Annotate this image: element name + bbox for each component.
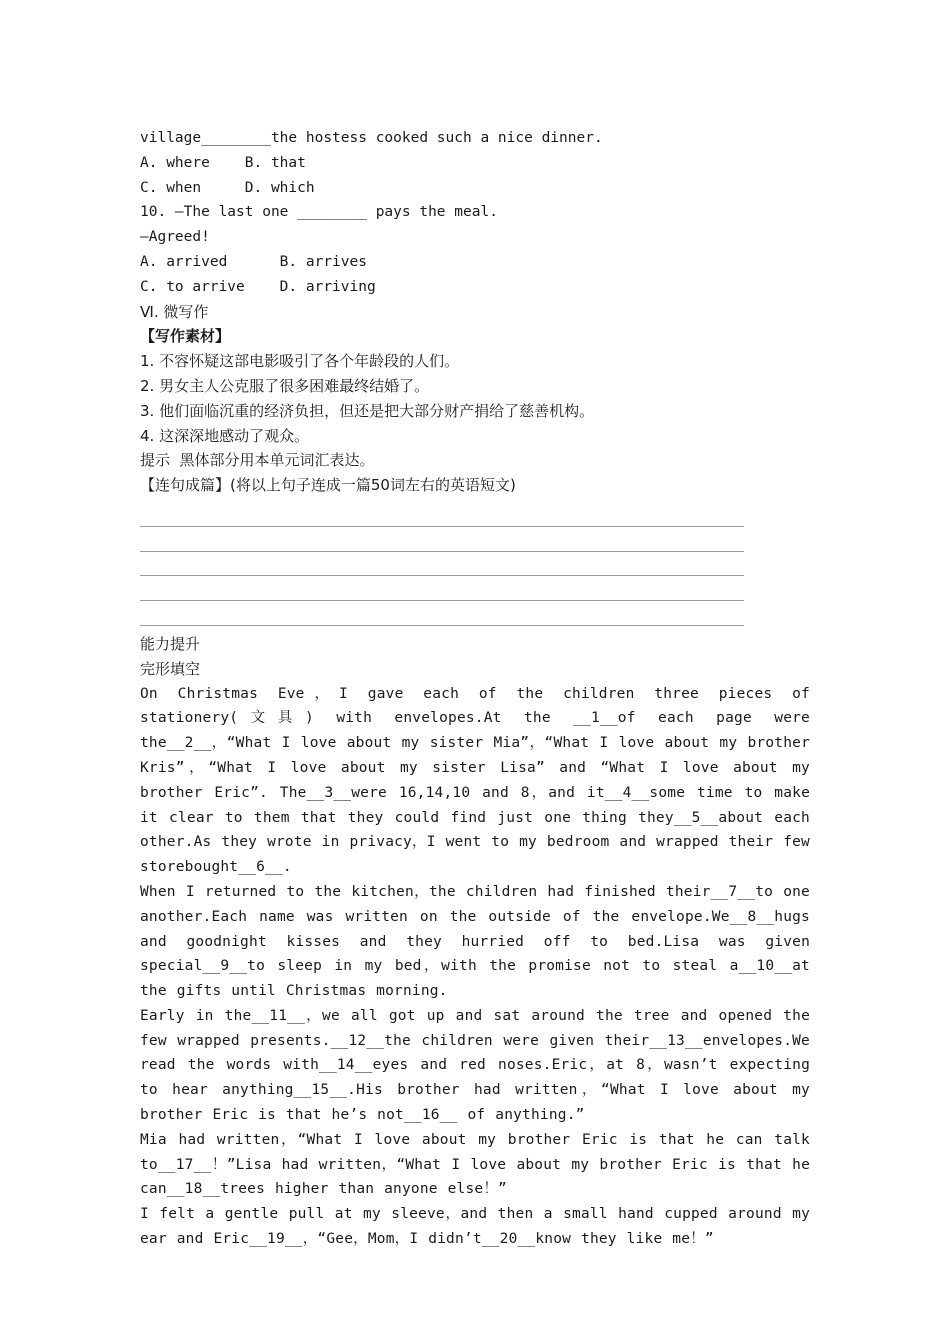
- material-sentence-1: 1. 不容怀疑这部电影吸引了各个年龄段的人们。: [140, 352, 460, 371]
- q10-stem: 10. —The last one ________ pays the meal.: [140, 204, 498, 221]
- answer-line[interactable]: [140, 527, 744, 552]
- material-sentence-3: 3. 他们面临沉重的经济负担，但还是把大部分财产捐给了慈善机构。: [140, 401, 595, 420]
- answer-line[interactable]: [140, 552, 744, 577]
- answer-line[interactable]: [140, 576, 744, 601]
- q10-options-row-1: A. arrived B. arrives: [140, 253, 367, 270]
- section6-title: Ⅵ. 微写作: [140, 302, 209, 321]
- answer-line[interactable]: [140, 601, 744, 626]
- cloze-paragraph-3: Early in the__11__，we all got up and sat around the tree and opened the few wrapped presents.__12__the children were given their__13__envelopes.We read the words with__14__eyes and red noses.Eric，at 8，wasn’t expecting to hear anything__15__.His brother had written，“What I love about my brother Eric is that he’s not__16__ of anything.”: [140, 1007, 810, 1124]
- document-page: [140, 126, 810, 1252]
- material-sentence-4: 4. 这深深地感动了观众。: [140, 426, 310, 445]
- cloze-paragraph-4: Mia had written，“What I love about my brother Eric is that he can talk to__17__！”Lisa had written，“What I love about my brother Eric is that he can__18__trees higher than anyone else！”: [140, 1131, 810, 1198]
- q10-options-row-2: C. to arrive D. arriving: [140, 278, 376, 295]
- answer-line[interactable]: [140, 502, 744, 527]
- q9-stem-tail: village________the hostess cooked such a nice dinner.: [140, 130, 603, 146]
- q10-reply: —Agreed!: [140, 229, 210, 246]
- ability-title: 能力提升: [140, 634, 201, 653]
- cloze-paragraph-2: When I returned to the kitchen，the children had finished their__7__to one another.Each name was written on the outside of the envelope.We__8__hugs and goodnight kisses and they hurried off to bed.Lisa was given special__9__to sleep in my bed，with the promise not to steal a__10__at the gifts until Christmas morning.: [140, 883, 810, 1000]
- compose-heading: 【连句成篇】(将以上句子连成一篇50词左右的英语短文): [140, 476, 516, 495]
- cloze-paragraph-5: I felt a gentle pull at my sleeve，and then a small hand cupped around my ear and Eric__19__，“Gee，Mom，I didn’t__20__know they like me！”: [140, 1206, 810, 1248]
- writing-hint: 提示 黑体部分用本单元词汇表达。: [140, 451, 375, 470]
- q9-options-row-2: C. when D. which: [140, 179, 315, 196]
- cloze-subtitle: 完形填空: [140, 659, 201, 678]
- material-heading: 【写作素材】: [140, 327, 231, 346]
- material-sentence-2: 2. 男女主人公克服了很多困难最终结婚了。: [140, 376, 430, 395]
- answer-lines: [140, 502, 810, 626]
- cloze-paragraph-1: On Christmas Eve，I gave each of the children three pieces of stationery(文具) with envelopes.At the __1__of each page were the__2__，“What I love about my sister Mia”，“What I love about my brother Kris”，“What I love about my sister Lisa” and “What I love about my brother Eric”. The__3__were 16,14,10 and 8，and it__4__some time to make it clear to them that they could find just one thing they__5__about each other.As they wrote in privacy，I went to my bedroom and wrapped their few storebought__6__.: [140, 685, 810, 876]
- q9-options-row-1: A. where B. that: [140, 154, 306, 171]
